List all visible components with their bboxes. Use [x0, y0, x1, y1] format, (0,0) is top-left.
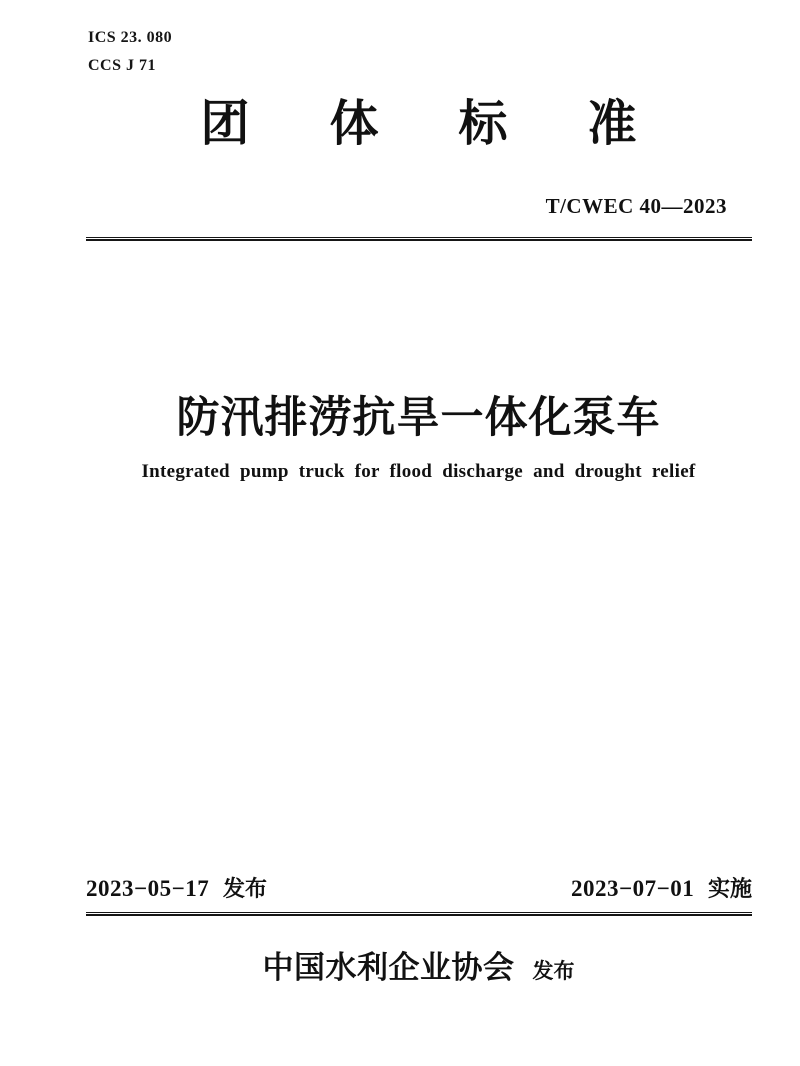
ccs-code: CCS J 71	[88, 57, 157, 74]
doctype-char: 体	[329, 97, 379, 151]
classification-codes	[88, 24, 172, 80]
implementation-date-label: 实施	[707, 876, 752, 901]
implementation-date-item	[571, 872, 752, 903]
footer-rule	[86, 912, 752, 916]
issue-date-label: 发布	[222, 876, 267, 901]
main-title-chinese: 防汛排涝抗旱一体化泵车	[176, 394, 661, 442]
doctype-char: 准	[587, 97, 637, 151]
issue-date-item	[86, 872, 267, 903]
doctype-char: 团	[200, 97, 250, 151]
publisher-row	[85, 942, 752, 987]
document-type-title	[85, 98, 752, 152]
implementation-date: 2023−07−01	[571, 876, 695, 901]
main-title-english: Integrated pump truck for flood discharge and drought relief	[141, 461, 696, 482]
standard-number: T/CWEC 40—2023	[545, 194, 727, 218]
header-rule	[86, 237, 752, 241]
dates-row	[86, 872, 752, 903]
publisher-label: 发布	[532, 960, 575, 983]
doctype-char: 标	[458, 97, 508, 151]
ics-code: ICS 23. 080	[88, 29, 173, 46]
issue-date: 2023−05−17	[86, 876, 210, 901]
publisher-name: 中国水利企业协会	[262, 950, 515, 985]
